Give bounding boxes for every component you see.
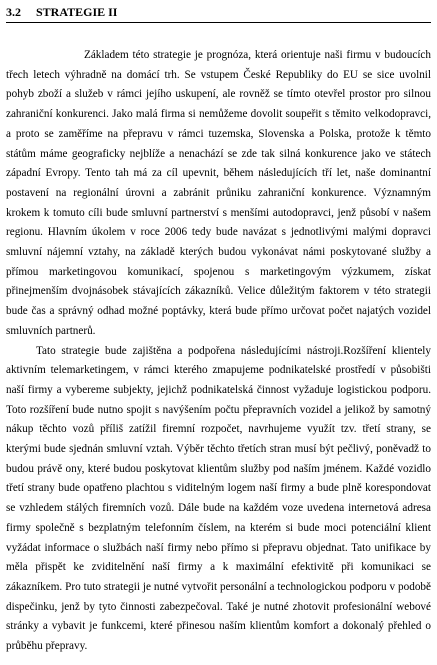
section-number: 3.2	[6, 5, 21, 19]
heading-divider	[6, 22, 431, 23]
paragraph-strategy-overview: Základem této strategie je prognóza, která orientuje naši firmu v budoucích třech letech výhradně na domácí trh. Se vstupem České Republiky do EU se sice uvolnil pohyb zboží a služeb v rámci jejího uskupení, ale rovněž se tímto otevřel prostor pro silnou zahraniční konkurenci. Jako malá firma si nemůžeme dovolit soupeřit s těmito velkodopravci, a proto se zaměříme na přepravu v rámci tuzemska, Slovenska a Polska, protože k těmto státům máme geograficky nejblíže a nenachází se zde tak silná konkurence jako ve státech západní Evropy. Tento tah má za cíl upevnit, během následujících tří let, naše dominantní postavení na regionální úrovni a zabránit průniku zahraniční konkurence. Významným krokem k tomuto cíli bude smluvní partnerství s menšími autodopravci, jenž působí v našem regionu. Hlavním úkolem v roce 2006 tedy bude navázat s jednotlivými malými dopravci smluvní nájemní vztahy, na základě kterých budou vykonávat námi poskytované služby a přímou marketingovou komunikací, spojenou s marketingovým výzkumem, získat přinejmenším dvojnásobek stávajících zákazníků. Velice důležitým faktorem v této strategii bude čas a správný odhad možné poptávky, která bude přímo určovat počet najatých vozidel smluvních partnerů.	[6, 49, 431, 337]
paragraph-strategy-tools: Tato strategie bude zajištěna a podpořena následujícími nástroji.Rozšíření klientely aktivním telemarketingem, v rámci kterého zmapujeme podnikatelské prostředí v působišti naší firmy a vybereme subjekty, jejichž podnikatelská činnost vyžaduje logistickou podporu. Toto rozšíření bude nutno spojit s navýšením počtu přepravních vozidel a jelikož by samotný nákup těchto vozů příliš zatížil firemní rozpočet, navrhujeme využít tzv. třetí strany, se kterými bude sjednán smluvní vztah. Výběr těchto třetích stran musí být pečlivý, poněvadž to budou právě ony, které budou poskytovat klientům služby pod naším jménem. Každé vozidlo třetí strany bude opatřeno plachtou s viditelným logem naší firmy a bude plně korespondovat se vzhledem stálých firemních vozů. Dále bude na každém voze uvedena internetová adresa firmy společně s bezplatným telefonním číslem, na kterém si bude moci potenciální klient vyžádat informace o službách naší firmy nebo přímo si přepravu objednat. Tato unifikace by měla přispět ke zviditelnění naší firmy a k maximální efektivitě při komunikaci se zákazníkem. Pro tuto strategii je nutné vytvořit personální a technologickou podporu v podobě dispečinku, jenž by tyto činnosti zabezpečoval. Také je nutné zhotovit profesionální webové stránky a vybavit je funkcemi, které přinesou naším klientům komfort a dokonalý přehled o průběhu přepravy.	[6, 344, 431, 653]
section-heading	[6, 5, 431, 23]
section-body	[6, 46, 431, 657]
section-title: STRATEGIE II	[36, 5, 118, 19]
